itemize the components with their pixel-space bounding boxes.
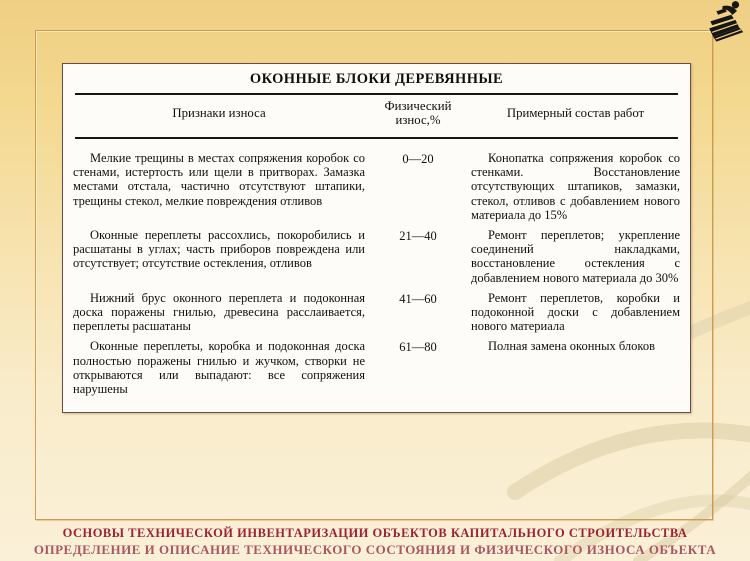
wear-cell: 0—20 bbox=[402, 152, 434, 166]
table-header bbox=[73, 95, 680, 132]
table-row bbox=[73, 339, 680, 396]
works-cell: Ремонт переплетов, коробки и подоконной доски с добавлением нового материала bbox=[471, 290, 680, 334]
column-header-signs: Признаки износа bbox=[172, 105, 266, 120]
table-body bbox=[73, 139, 680, 396]
column-header-wear: Физический износ,% bbox=[384, 99, 452, 127]
signs-cell: Оконные переплеты, коробка и подоконная доска полностью поражены гнилью и жучком, створки не открываются или выпадают: все сопряжения нарушены bbox=[73, 339, 365, 397]
table-row bbox=[73, 151, 680, 222]
wear-table bbox=[62, 63, 691, 413]
works-cell: Конопатка сопряжения коробок со стенками. Восстановление отсутствующих штапиков, замазки, стекол, отливов с добавлением нового материала до 15% bbox=[471, 151, 680, 222]
footer-line-1: ОСНОВЫ ТЕХНИЧЕСКОЙ ИНВЕНТАРИЗАЦИИ ОБЪЕКТОВ КАПИТАЛЬНОГО СТРОИТЕЛЬСТВА bbox=[62, 526, 688, 540]
signs-cell: Оконные переплеты рассохлись, покоробились и расшатаны в углах; часть приборов повреждена или отсутствует; отсутствие остекления, отливов bbox=[73, 228, 365, 271]
wear-cell: 41—60 bbox=[399, 291, 437, 306]
table-row bbox=[73, 228, 680, 285]
table-title: ОКОННЫЕ БЛОКИ ДЕРЕВЯННЫЕ bbox=[249, 71, 504, 87]
wear-cell: 21—40 bbox=[399, 229, 437, 244]
wear-cell: 61—80 bbox=[399, 340, 437, 355]
signs-cell: Нижний брус оконного переплета и подоконная доска поражены гнилью, древесина расслаивается, переплеты расшатаны bbox=[73, 290, 365, 334]
works-cell: Полная замена оконных блоков bbox=[488, 339, 655, 354]
slide-footer bbox=[0, 526, 750, 558]
table-row bbox=[73, 291, 680, 334]
book-quill-icon bbox=[695, 0, 750, 50]
works-cell: Ремонт переплетов; укрепление соединений накладками, восстановление остекления с добавлением нового материала до 30% bbox=[471, 228, 680, 285]
footer-line-2: ОПРЕДЕЛЕНИЕ И ОПИСАНИЕ ТЕХНИЧЕСКОГО СОСТОЯНИЯ И ФИЗИЧЕСКОГО ИЗНОСА ОБЪЕКТА bbox=[33, 542, 717, 557]
signs-cell: Мелкие трещины в местах сопряжения коробок со стенами, истертость или щели в притворах. Замазка местами отстала, частично отсутствуют штапики, трещины стекол, мелкие повреждения отливов bbox=[73, 151, 365, 208]
column-header-works: Примерный состав работ bbox=[506, 105, 645, 120]
